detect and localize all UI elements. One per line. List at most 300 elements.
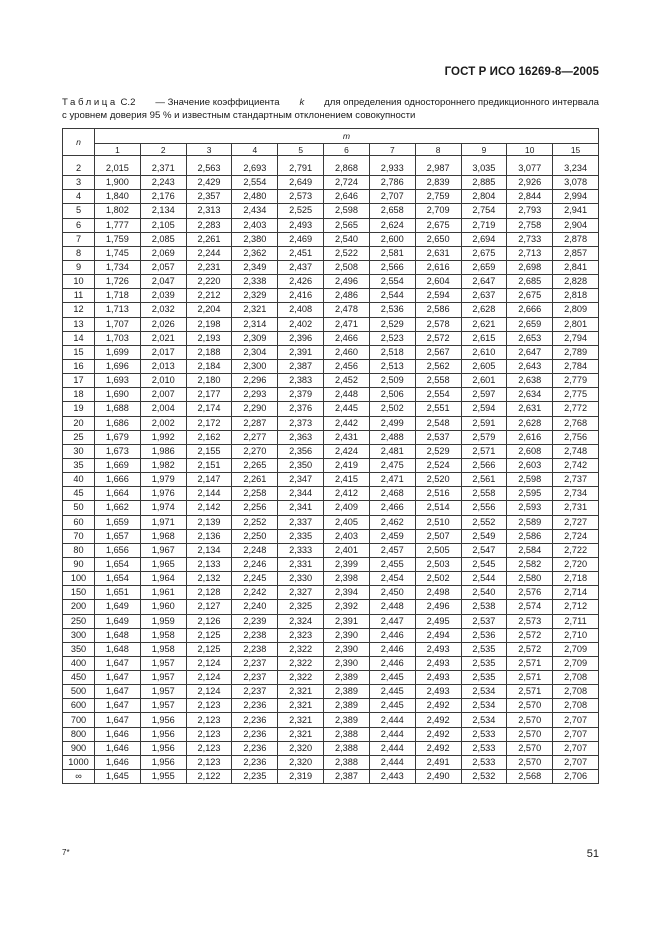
k-value-cell: 2,236 — [232, 713, 278, 727]
k-value-cell: 1,956 — [140, 741, 186, 755]
k-value-cell: 2,390 — [324, 628, 370, 642]
k-value-cell: 1,654 — [95, 572, 141, 586]
k-value-cell: 2,444 — [369, 713, 415, 727]
k-value-cell: 2,724 — [553, 529, 599, 543]
k-value-cell: 2,742 — [553, 458, 599, 472]
k-value-cell: 2,536 — [369, 303, 415, 317]
k-value-cell: 2,600 — [369, 232, 415, 246]
k-value-cell: 2,446 — [369, 642, 415, 656]
k-value-cell: 2,486 — [324, 289, 370, 303]
k-value-cell: 2,570 — [507, 713, 553, 727]
table-row — [63, 557, 599, 571]
k-value-cell: 2,469 — [278, 232, 324, 246]
k-value-cell: 2,180 — [186, 374, 232, 388]
k-value-cell: 2,712 — [553, 600, 599, 614]
table-row — [63, 402, 599, 416]
k-value-cell: 2,212 — [186, 289, 232, 303]
m-value-header: 5 — [278, 144, 324, 156]
k-value-cell: 1,662 — [95, 501, 141, 515]
k-value-cell: 2,818 — [553, 289, 599, 303]
k-value-cell: 2,570 — [507, 727, 553, 741]
k-value-cell: 2,994 — [553, 190, 599, 204]
k-value-cell: 2,330 — [278, 572, 324, 586]
k-value-cell: 2,389 — [324, 713, 370, 727]
k-value-cell: 2,444 — [369, 727, 415, 741]
k-value-cell: 2,322 — [278, 642, 324, 656]
k-value-cell: 2,389 — [324, 671, 370, 685]
k-value-cell: 2,708 — [553, 685, 599, 699]
k-value-cell: 2,579 — [461, 430, 507, 444]
k-value-cell: 2,605 — [461, 359, 507, 373]
k-value-cell: 2,236 — [232, 699, 278, 713]
table-row — [63, 628, 599, 642]
table-row — [63, 727, 599, 741]
k-value-cell: 1,646 — [95, 727, 141, 741]
k-value-cell: 2,844 — [507, 190, 553, 204]
n-cell: 6 — [63, 218, 95, 232]
k-value-cell: 2,405 — [324, 515, 370, 529]
k-value-cell: 1,992 — [140, 430, 186, 444]
k-value-cell: 2,188 — [186, 345, 232, 359]
k-value-cell: 2,713 — [507, 246, 553, 260]
k-value-cell: 2,495 — [415, 614, 461, 628]
table-row — [63, 331, 599, 345]
k-value-cell: 2,293 — [232, 388, 278, 402]
k-value-cell: 2,490 — [415, 770, 461, 784]
n-cell: 8 — [63, 246, 95, 260]
k-value-cell: 2,572 — [415, 331, 461, 345]
n-cell: 50 — [63, 501, 95, 515]
m-value-header: 6 — [324, 144, 370, 156]
k-value-cell: 2,447 — [369, 614, 415, 628]
k-value-cell: 2,450 — [369, 586, 415, 600]
k-value-cell: 2,628 — [461, 303, 507, 317]
k-value-cell: 2,492 — [415, 741, 461, 755]
k-value-cell: 2,594 — [461, 402, 507, 416]
k-value-cell: 1,957 — [140, 685, 186, 699]
k-value-cell: 2,532 — [461, 770, 507, 784]
n-cell: 150 — [63, 586, 95, 600]
k-value-cell: 1,956 — [140, 713, 186, 727]
k-value-cell: 2,551 — [415, 402, 461, 416]
k-value-cell: 2,277 — [232, 430, 278, 444]
table-row — [63, 487, 599, 501]
table-row — [63, 218, 599, 232]
k-value-cell: 2,565 — [324, 218, 370, 232]
caption-text-after: для определения одностороннего предикционного интервала — [324, 97, 599, 108]
k-value-cell: 2,616 — [415, 260, 461, 274]
k-value-cell: 2,707 — [553, 755, 599, 769]
k-value-cell: 2,471 — [324, 317, 370, 331]
m-value-header: 9 — [461, 144, 507, 156]
k-value-cell: 2,471 — [369, 473, 415, 487]
k-value-cell: 2,408 — [278, 303, 324, 317]
k-value-cell: 2,456 — [324, 359, 370, 373]
k-value-cell: 2,496 — [324, 275, 370, 289]
n-cell: ∞ — [63, 770, 95, 784]
k-value-cell: 2,586 — [507, 529, 553, 543]
n-cell: 70 — [63, 529, 95, 543]
k-value-cell: 2,401 — [324, 543, 370, 557]
n-cell: 35 — [63, 458, 95, 472]
k-value-cell: 2,868 — [324, 162, 370, 176]
k-value-cell: 2,558 — [461, 487, 507, 501]
k-value-cell: 2,574 — [507, 600, 553, 614]
n-cell: 20 — [63, 416, 95, 430]
k-value-cell: 2,237 — [232, 671, 278, 685]
k-value-cell: 2,454 — [369, 572, 415, 586]
table-row — [63, 444, 599, 458]
k-value-cell: 2,356 — [278, 444, 324, 458]
k-value-cell: 2,127 — [186, 600, 232, 614]
k-value-cell: 2,391 — [278, 345, 324, 359]
k-value-cell: 2,451 — [278, 246, 324, 260]
n-cell: 4 — [63, 190, 95, 204]
k-value-cell: 2,475 — [369, 458, 415, 472]
k-value-cell: 2,309 — [232, 331, 278, 345]
k-value-cell: 2,047 — [140, 275, 186, 289]
k-value-cell: 2,039 — [140, 289, 186, 303]
k-value-cell: 2,399 — [324, 557, 370, 571]
k-value-cell: 3,077 — [507, 162, 553, 176]
k-value-cell: 2,708 — [553, 671, 599, 685]
k-value-cell: 2,754 — [461, 204, 507, 218]
k-value-cell: 2,248 — [232, 543, 278, 557]
k-value-cell: 2,571 — [507, 671, 553, 685]
k-value-cell: 2,344 — [278, 487, 324, 501]
k-value-cell: 2,529 — [369, 317, 415, 331]
k-value-cell: 2,443 — [369, 770, 415, 784]
k-value-cell: 1,707 — [95, 317, 141, 331]
k-value-cell: 2,300 — [232, 359, 278, 373]
k-value-cell: 3,078 — [553, 176, 599, 190]
table-row — [63, 162, 599, 176]
k-value-cell: 2,243 — [140, 176, 186, 190]
k-value-cell: 2,480 — [232, 190, 278, 204]
k-value-cell: 2,535 — [461, 656, 507, 670]
k-value-cell: 2,321 — [278, 699, 324, 713]
k-value-cell: 2,647 — [507, 345, 553, 359]
k-value-cell: 2,124 — [186, 656, 232, 670]
k-value-cell: 2,362 — [232, 246, 278, 260]
k-value-cell: 2,516 — [415, 487, 461, 501]
k-value-cell: 2,841 — [553, 260, 599, 274]
k-value-cell: 2,466 — [369, 501, 415, 515]
table-row — [63, 755, 599, 769]
table-row — [63, 204, 599, 218]
k-value-cell: 2,371 — [140, 162, 186, 176]
table-row — [63, 458, 599, 472]
k-value-cell: 2,388 — [324, 727, 370, 741]
k-value-cell: 2,707 — [369, 190, 415, 204]
k-value-cell: 2,570 — [507, 741, 553, 755]
table-row — [63, 289, 599, 303]
n-cell: 30 — [63, 444, 95, 458]
k-value-cell: 2,666 — [507, 303, 553, 317]
k-value-cell: 2,174 — [186, 402, 232, 416]
k-value-cell: 2,416 — [278, 289, 324, 303]
k-value-cell: 2,237 — [232, 685, 278, 699]
k-value-cell: 2,139 — [186, 515, 232, 529]
k-value-cell: 2,707 — [553, 713, 599, 727]
k-value-cell: 2,235 — [232, 770, 278, 784]
table-row — [63, 685, 599, 699]
k-value-cell: 2,839 — [415, 176, 461, 190]
table-row — [63, 176, 599, 190]
k-value-cell: 2,572 — [507, 628, 553, 642]
k-value-cell: 2,123 — [186, 699, 232, 713]
table-row — [63, 232, 599, 246]
k-value-cell: 2,331 — [278, 557, 324, 571]
footer-mark: 7* — [62, 848, 70, 857]
k-value-cell: 2,321 — [278, 713, 324, 727]
k-value-cell: 1,696 — [95, 359, 141, 373]
k-value-cell: 2,595 — [507, 487, 553, 501]
k-value-cell: 2,534 — [461, 699, 507, 713]
k-value-cell: 1,690 — [95, 388, 141, 402]
k-value-cell: 2,242 — [232, 586, 278, 600]
table-row — [63, 374, 599, 388]
k-value-cell: 1,726 — [95, 275, 141, 289]
k-value-cell: 2,759 — [415, 190, 461, 204]
k-value-cell: 2,444 — [369, 741, 415, 755]
k-value-cell: 2,321 — [278, 685, 324, 699]
table-row — [63, 416, 599, 430]
n-cell: 16 — [63, 359, 95, 373]
table-row — [63, 303, 599, 317]
n-cell: 300 — [63, 628, 95, 642]
k-value-cell: 2,426 — [278, 275, 324, 289]
k-value-cell: 2,547 — [461, 543, 507, 557]
k-value-cell: 1,965 — [140, 557, 186, 571]
k-value-cell: 2,341 — [278, 501, 324, 515]
table-row — [63, 741, 599, 755]
table-row — [63, 345, 599, 359]
k-value-cell: 2,768 — [553, 416, 599, 430]
k-value-cell: 2,240 — [232, 600, 278, 614]
k-value-cell: 1,688 — [95, 402, 141, 416]
k-value-cell: 2,558 — [415, 374, 461, 388]
k-value-cell: 2,493 — [415, 671, 461, 685]
k-value-cell: 1,647 — [95, 699, 141, 713]
n-cell: 250 — [63, 614, 95, 628]
k-value-cell: 2,069 — [140, 246, 186, 260]
n-cell: 15 — [63, 345, 95, 359]
k-value-cell: 2,675 — [461, 246, 507, 260]
k-value-cell: 2,151 — [186, 458, 232, 472]
k-value-cell: 2,722 — [553, 543, 599, 557]
k-value-cell: 2,578 — [415, 317, 461, 331]
k-value-cell: 2,709 — [415, 204, 461, 218]
k-value-cell: 2,535 — [461, 642, 507, 656]
k-value-cell: 2,809 — [553, 303, 599, 317]
k-value-cell: 2,319 — [278, 770, 324, 784]
k-value-cell: 2,568 — [507, 770, 553, 784]
k-value-cell: 2,505 — [415, 543, 461, 557]
k-value-cell: 2,007 — [140, 388, 186, 402]
k-value-cell: 2,533 — [461, 727, 507, 741]
k-value-cell: 2,941 — [553, 204, 599, 218]
k-value-cell: 1,982 — [140, 458, 186, 472]
k-value-cell: 2,523 — [369, 331, 415, 345]
k-value-cell: 2,424 — [324, 444, 370, 458]
k-value-cell: 2,236 — [232, 727, 278, 741]
k-value-cell: 2,801 — [553, 317, 599, 331]
n-cell: 60 — [63, 515, 95, 529]
k-value-cell: 2,313 — [186, 204, 232, 218]
k-value-cell: 2,238 — [232, 628, 278, 642]
n-cell: 3 — [63, 176, 95, 190]
k-value-cell: 1,647 — [95, 671, 141, 685]
k-value-cell: 1,964 — [140, 572, 186, 586]
k-value-cell: 2,554 — [369, 275, 415, 289]
n-cell: 500 — [63, 685, 95, 699]
table-row — [63, 572, 599, 586]
k-value-cell: 2,144 — [186, 487, 232, 501]
k-value-cell: 2,719 — [461, 218, 507, 232]
k-value-cell: 2,534 — [461, 685, 507, 699]
k-value-cell: 2,403 — [232, 218, 278, 232]
k-value-cell: 2,693 — [232, 162, 278, 176]
k-value-cell: 1,647 — [95, 656, 141, 670]
k-value-cell: 1,957 — [140, 656, 186, 670]
k-value-cell: 2,220 — [186, 275, 232, 289]
k-value-cell: 2,388 — [324, 741, 370, 755]
n-cell: 12 — [63, 303, 95, 317]
k-value-cell: 2,398 — [324, 572, 370, 586]
k-value-cell: 2,572 — [507, 642, 553, 656]
k-value-cell: 1,656 — [95, 543, 141, 557]
k-value-cell: 2,244 — [186, 246, 232, 260]
k-value-cell: 2,444 — [369, 755, 415, 769]
k-value-cell: 1,955 — [140, 770, 186, 784]
k-value-cell: 2,387 — [324, 770, 370, 784]
table-row — [63, 501, 599, 515]
k-value-cell: 2,582 — [507, 557, 553, 571]
k-value-cell: 2,748 — [553, 444, 599, 458]
k-value-cell: 2,789 — [553, 345, 599, 359]
k-value-cell: 1,986 — [140, 444, 186, 458]
k-value-cell: 2,804 — [461, 190, 507, 204]
k-value-cell: 2,727 — [553, 515, 599, 529]
k-value-cell: 2,445 — [324, 402, 370, 416]
k-value-cell: 2,637 — [461, 289, 507, 303]
k-value-cell: 2,556 — [461, 501, 507, 515]
k-value-cell: 2,419 — [324, 458, 370, 472]
n-cell: 100 — [63, 572, 95, 586]
caption-text-before: — Значение коэффициента — [155, 97, 280, 108]
k-value-cell: 1,968 — [140, 529, 186, 543]
k-value-cell: 2,338 — [232, 275, 278, 289]
k-value-cell: 2,643 — [507, 359, 553, 373]
n-cell: 40 — [63, 473, 95, 487]
k-value-cell: 2,857 — [553, 246, 599, 260]
k-value-cell: 2,085 — [140, 232, 186, 246]
n-cell: 350 — [63, 642, 95, 656]
table-row — [63, 529, 599, 543]
m-value-header: 10 — [507, 144, 553, 156]
k-value-cell: 1,967 — [140, 543, 186, 557]
n-cell: 18 — [63, 388, 95, 402]
k-value-cell: 2,265 — [232, 458, 278, 472]
table-row — [63, 586, 599, 600]
k-value-cell: 2,775 — [553, 388, 599, 402]
k-value-cell: 2,772 — [553, 402, 599, 416]
k-value-cell: 2,394 — [324, 586, 370, 600]
k-value-cell: 2,402 — [278, 317, 324, 331]
k-value-cell: 2,631 — [507, 402, 553, 416]
k-value-cell: 2,709 — [553, 642, 599, 656]
n-cell: 11 — [63, 289, 95, 303]
k-value-cell: 2,878 — [553, 232, 599, 246]
k-value-cell: 2,518 — [369, 345, 415, 359]
k-value-cell: 2,403 — [324, 529, 370, 543]
k-value-cell: 2,350 — [278, 458, 324, 472]
k-value-cell: 2,122 — [186, 770, 232, 784]
k-value-cell: 2,570 — [507, 755, 553, 769]
k-value-cell: 2,448 — [324, 388, 370, 402]
n-cell: 45 — [63, 487, 95, 501]
k-value-cell: 2,552 — [461, 515, 507, 529]
table-row — [63, 388, 599, 402]
k-value-cell: 2,017 — [140, 345, 186, 359]
k-value-cell: 2,133 — [186, 557, 232, 571]
k-value-cell: 1,647 — [95, 685, 141, 699]
k-value-cell: 2,508 — [324, 260, 370, 274]
k-value-cell: 2,238 — [232, 642, 278, 656]
k-value-cell: 1,648 — [95, 642, 141, 656]
k-value-cell: 2,506 — [369, 388, 415, 402]
k-value-cell: 2,537 — [461, 614, 507, 628]
k-value-cell: 2,389 — [324, 699, 370, 713]
k-value-cell: 3,035 — [461, 162, 507, 176]
k-value-cell: 2,123 — [186, 713, 232, 727]
n-cell: 600 — [63, 699, 95, 713]
k-value-cell: 2,554 — [415, 388, 461, 402]
table-body — [63, 156, 599, 784]
k-value-cell: 2,733 — [507, 232, 553, 246]
k-value-cell: 2,136 — [186, 529, 232, 543]
k-value-cell: 2,387 — [278, 359, 324, 373]
k-value-cell: 2,105 — [140, 218, 186, 232]
k-value-cell: 2,123 — [186, 741, 232, 755]
k-value-cell: 2,507 — [415, 529, 461, 543]
n-cell: 9 — [63, 260, 95, 274]
k-value-cell: 2,172 — [186, 416, 232, 430]
k-value-cell: 2,698 — [507, 260, 553, 274]
k-value-cell: 2,621 — [461, 317, 507, 331]
k-value-cell: 2,544 — [369, 289, 415, 303]
k-value-cell: 2,445 — [369, 671, 415, 685]
k-value-cell: 2,650 — [415, 232, 461, 246]
k-value-cell: 1,657 — [95, 529, 141, 543]
k-value-cell: 1,713 — [95, 303, 141, 317]
k-value-cell: 2,756 — [553, 430, 599, 444]
k-value-cell: 1,971 — [140, 515, 186, 529]
k-value-cell: 2,514 — [415, 501, 461, 515]
k-value-cell: 2,581 — [369, 246, 415, 260]
k-value-cell: 2,290 — [232, 402, 278, 416]
k-value-cell: 2,296 — [232, 374, 278, 388]
k-value-cell: 2,509 — [369, 374, 415, 388]
k-value-cell: 2,570 — [507, 699, 553, 713]
k-value-cell: 2,498 — [415, 586, 461, 600]
coefficient-table — [62, 128, 599, 784]
k-value-cell: 1,960 — [140, 600, 186, 614]
k-value-cell: 2,026 — [140, 317, 186, 331]
k-value-cell: 2,409 — [324, 501, 370, 515]
n-cell: 200 — [63, 600, 95, 614]
